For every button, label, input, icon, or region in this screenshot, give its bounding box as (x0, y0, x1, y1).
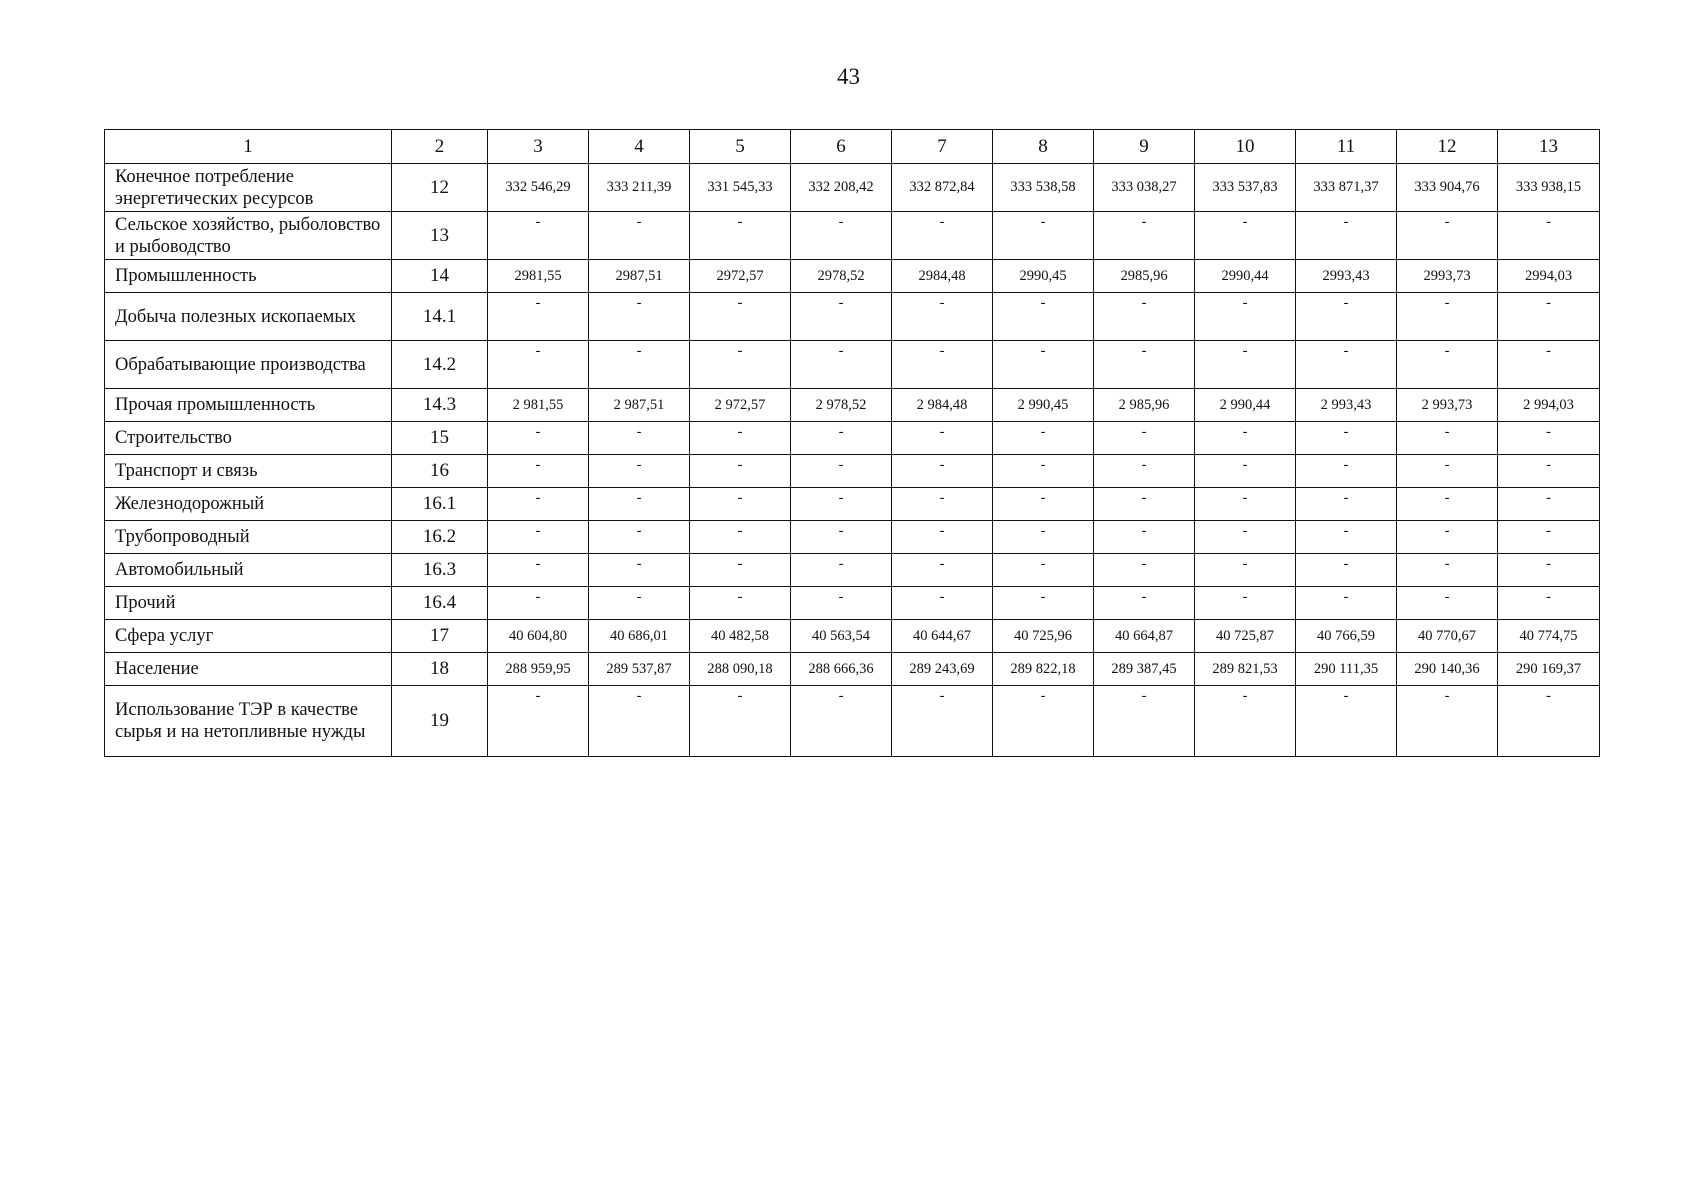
value-cell: - (993, 422, 1094, 455)
value-cell: - (690, 554, 791, 587)
table-row (105, 212, 1600, 260)
value-cell: - (791, 341, 892, 389)
table-row (105, 455, 1600, 488)
row-name-cell: Строительство (105, 422, 392, 455)
value-cell: - (1094, 587, 1195, 620)
value-cell: 333 938,15 (1498, 164, 1600, 212)
value-cell: 2984,48 (892, 260, 993, 293)
value-cell: - (1397, 554, 1498, 587)
table-row (105, 620, 1600, 653)
row-code-cell: 16.4 (392, 587, 488, 620)
value-cell: - (1195, 521, 1296, 554)
row-code-cell: 16.1 (392, 488, 488, 521)
value-cell: - (1094, 422, 1195, 455)
value-cell: 2 978,52 (791, 389, 892, 422)
table-row (105, 521, 1600, 554)
value-cell: - (1094, 341, 1195, 389)
value-cell: - (892, 455, 993, 488)
value-cell: 2993,73 (1397, 260, 1498, 293)
row-code-cell: 15 (392, 422, 488, 455)
value-cell: - (993, 488, 1094, 521)
value-cell: - (1296, 293, 1397, 341)
value-cell: - (589, 341, 690, 389)
value-cell: - (1397, 686, 1498, 757)
value-cell: 40 482,58 (690, 620, 791, 653)
column-number-cell: 8 (993, 130, 1094, 164)
value-cell: - (488, 341, 589, 389)
column-number-cell: 3 (488, 130, 589, 164)
column-number-cell: 10 (1195, 130, 1296, 164)
value-cell: - (791, 686, 892, 757)
table-row (105, 653, 1600, 686)
value-cell: - (690, 212, 791, 260)
value-cell: - (690, 293, 791, 341)
value-cell: - (993, 455, 1094, 488)
value-cell: 333 038,27 (1094, 164, 1195, 212)
value-cell: - (791, 521, 892, 554)
value-cell: 333 537,83 (1195, 164, 1296, 212)
column-number-cell: 11 (1296, 130, 1397, 164)
value-cell: - (690, 455, 791, 488)
value-cell: - (1195, 554, 1296, 587)
value-cell: - (1498, 341, 1600, 389)
value-cell: - (1498, 422, 1600, 455)
value-cell: 40 604,80 (488, 620, 589, 653)
value-cell: - (1498, 521, 1600, 554)
value-cell: - (892, 341, 993, 389)
value-cell: - (791, 212, 892, 260)
value-cell: - (892, 293, 993, 341)
value-cell: - (892, 212, 993, 260)
value-cell: - (1296, 521, 1397, 554)
value-cell: - (993, 587, 1094, 620)
table-row (105, 686, 1600, 757)
row-code-cell: 16 (392, 455, 488, 488)
value-cell: 289 822,18 (993, 653, 1094, 686)
value-cell: 288 090,18 (690, 653, 791, 686)
value-cell: 289 821,53 (1195, 653, 1296, 686)
value-cell: 40 664,87 (1094, 620, 1195, 653)
column-number-cell: 9 (1094, 130, 1195, 164)
value-cell: - (1397, 521, 1498, 554)
row-code-cell: 17 (392, 620, 488, 653)
value-cell: - (690, 587, 791, 620)
value-cell: - (1296, 212, 1397, 260)
row-name-cell: Транспорт и связь (105, 455, 392, 488)
value-cell: - (488, 554, 589, 587)
value-cell: - (791, 587, 892, 620)
value-cell: - (993, 293, 1094, 341)
table-row (105, 554, 1600, 587)
value-cell: - (589, 554, 690, 587)
value-cell: 40 686,01 (589, 620, 690, 653)
row-name-cell: Население (105, 653, 392, 686)
row-code-cell: 19 (392, 686, 488, 757)
value-cell: - (488, 212, 589, 260)
value-cell: - (1397, 341, 1498, 389)
value-cell: 2994,03 (1498, 260, 1600, 293)
value-cell: - (791, 293, 892, 341)
row-code-cell: 18 (392, 653, 488, 686)
value-cell: - (993, 212, 1094, 260)
row-name-cell: Прочий (105, 587, 392, 620)
value-cell: - (1296, 455, 1397, 488)
value-cell: - (1195, 587, 1296, 620)
value-cell: - (589, 521, 690, 554)
value-cell: - (1195, 341, 1296, 389)
value-cell: - (488, 455, 589, 488)
value-cell: - (1195, 422, 1296, 455)
value-cell: 2 993,43 (1296, 389, 1397, 422)
row-name-cell: Сельское хозяйство, рыболовство и рыбоводство (105, 212, 392, 260)
value-cell: - (1296, 422, 1397, 455)
value-cell: 333 904,76 (1397, 164, 1498, 212)
value-cell: - (1498, 212, 1600, 260)
column-number-cell: 5 (690, 130, 791, 164)
table-row (105, 341, 1600, 389)
value-cell: - (892, 422, 993, 455)
value-cell: - (589, 488, 690, 521)
value-cell: 332 546,29 (488, 164, 589, 212)
value-cell: 40 725,87 (1195, 620, 1296, 653)
table-row (105, 293, 1600, 341)
value-cell: - (1094, 554, 1195, 587)
value-cell: - (1296, 587, 1397, 620)
value-cell: 2972,57 (690, 260, 791, 293)
value-cell: 2 984,48 (892, 389, 993, 422)
value-cell: - (1397, 587, 1498, 620)
value-cell: - (1397, 293, 1498, 341)
value-cell: 40 563,54 (791, 620, 892, 653)
value-cell: - (892, 488, 993, 521)
value-cell: - (1195, 212, 1296, 260)
value-cell: 332 208,42 (791, 164, 892, 212)
row-name-cell: Обрабатывающие производства (105, 341, 392, 389)
row-code-cell: 14.1 (392, 293, 488, 341)
row-name-cell: Автомобильный (105, 554, 392, 587)
value-cell: - (690, 686, 791, 757)
value-cell: - (589, 686, 690, 757)
row-name-cell: Трубопроводный (105, 521, 392, 554)
value-cell: 2990,45 (993, 260, 1094, 293)
value-cell: - (1094, 455, 1195, 488)
value-cell: - (690, 422, 791, 455)
row-name-cell: Добыча полезных ископаемых (105, 293, 392, 341)
value-cell: - (892, 554, 993, 587)
table-row (105, 260, 1600, 293)
value-cell: - (1498, 293, 1600, 341)
value-cell: - (1498, 488, 1600, 521)
value-cell: - (488, 422, 589, 455)
value-cell: - (1498, 587, 1600, 620)
value-cell: - (791, 488, 892, 521)
value-cell: 2990,44 (1195, 260, 1296, 293)
value-cell: 2 990,44 (1195, 389, 1296, 422)
value-cell: - (1195, 293, 1296, 341)
column-number-cell: 12 (1397, 130, 1498, 164)
value-cell: 288 959,95 (488, 653, 589, 686)
row-code-cell: 12 (392, 164, 488, 212)
row-name-cell: Сфера услуг (105, 620, 392, 653)
value-cell: 2993,43 (1296, 260, 1397, 293)
column-number-cell: 2 (392, 130, 488, 164)
value-cell: 290 169,37 (1498, 653, 1600, 686)
value-cell: - (791, 554, 892, 587)
energy-balance-table (104, 129, 1600, 757)
value-cell: 2 985,96 (1094, 389, 1195, 422)
value-cell: - (791, 422, 892, 455)
value-cell: - (1195, 686, 1296, 757)
value-cell: 40 725,96 (993, 620, 1094, 653)
value-cell: - (690, 341, 791, 389)
value-cell: - (488, 293, 589, 341)
value-cell: - (993, 341, 1094, 389)
row-name-cell: Промышленность (105, 260, 392, 293)
value-cell: 289 387,45 (1094, 653, 1195, 686)
value-cell: 2985,96 (1094, 260, 1195, 293)
column-number-cell: 1 (105, 130, 392, 164)
value-cell: - (488, 521, 589, 554)
value-cell: - (993, 554, 1094, 587)
value-cell: - (1397, 455, 1498, 488)
value-cell: 2978,52 (791, 260, 892, 293)
value-cell: 2 987,51 (589, 389, 690, 422)
row-name-cell: Прочая промышленность (105, 389, 392, 422)
value-cell: 333 538,58 (993, 164, 1094, 212)
value-cell: - (589, 212, 690, 260)
value-cell: - (1094, 488, 1195, 521)
value-cell: - (1397, 212, 1498, 260)
row-code-cell: 16.2 (392, 521, 488, 554)
value-cell: - (1296, 488, 1397, 521)
value-cell: 288 666,36 (791, 653, 892, 686)
column-number-cell: 4 (589, 130, 690, 164)
value-cell: 332 872,84 (892, 164, 993, 212)
value-cell: 2 981,55 (488, 389, 589, 422)
value-cell: - (892, 686, 993, 757)
value-cell: - (589, 587, 690, 620)
value-cell: - (993, 521, 1094, 554)
value-cell: 289 537,87 (589, 653, 690, 686)
row-code-cell: 14.2 (392, 341, 488, 389)
value-cell: - (1094, 212, 1195, 260)
value-cell: 290 140,36 (1397, 653, 1498, 686)
value-cell: 290 111,35 (1296, 653, 1397, 686)
row-code-cell: 16.3 (392, 554, 488, 587)
value-cell: - (892, 521, 993, 554)
value-cell: - (488, 587, 589, 620)
value-cell: - (1498, 455, 1600, 488)
value-cell: - (1397, 422, 1498, 455)
row-name-cell: Конечное потребление энергетических ресурсов (105, 164, 392, 212)
value-cell: - (1498, 686, 1600, 757)
table-row (105, 422, 1600, 455)
value-cell: - (791, 455, 892, 488)
value-cell: - (1195, 455, 1296, 488)
column-number-cell: 13 (1498, 130, 1600, 164)
value-cell: 40 770,67 (1397, 620, 1498, 653)
value-cell: 333 871,37 (1296, 164, 1397, 212)
value-cell: - (1195, 488, 1296, 521)
value-cell: - (589, 422, 690, 455)
value-cell: - (1397, 488, 1498, 521)
value-cell: 2 990,45 (993, 389, 1094, 422)
page-number: 43 (837, 64, 860, 89)
row-code-cell: 14 (392, 260, 488, 293)
row-name-cell: Использование ТЭР в качестве сырья и на нетопливные нужды (105, 686, 392, 757)
value-cell: - (993, 686, 1094, 757)
value-cell: - (1094, 686, 1195, 757)
value-cell: 2 994,03 (1498, 389, 1600, 422)
value-cell: 2981,55 (488, 260, 589, 293)
value-cell: - (488, 686, 589, 757)
value-cell: - (690, 488, 791, 521)
row-code-cell: 13 (392, 212, 488, 260)
column-number-row (105, 130, 1600, 164)
row-code-cell: 14.3 (392, 389, 488, 422)
value-cell: - (1296, 341, 1397, 389)
row-name-cell: Железнодорожный (105, 488, 392, 521)
value-cell: 40 774,75 (1498, 620, 1600, 653)
value-cell: 40 644,67 (892, 620, 993, 653)
table-row (105, 389, 1600, 422)
value-cell: - (1498, 554, 1600, 587)
table-row (105, 164, 1600, 212)
value-cell: - (1296, 554, 1397, 587)
table-row (105, 587, 1600, 620)
value-cell: 2987,51 (589, 260, 690, 293)
value-cell: 2 972,57 (690, 389, 791, 422)
value-cell: 333 211,39 (589, 164, 690, 212)
value-cell: - (589, 293, 690, 341)
value-cell: 331 545,33 (690, 164, 791, 212)
value-cell: 2 993,73 (1397, 389, 1498, 422)
value-cell: - (589, 455, 690, 488)
table-row (105, 488, 1600, 521)
value-cell: - (690, 521, 791, 554)
value-cell: 40 766,59 (1296, 620, 1397, 653)
value-cell: - (1094, 293, 1195, 341)
value-cell: - (892, 587, 993, 620)
value-cell: - (488, 488, 589, 521)
value-cell: - (1094, 521, 1195, 554)
value-cell: 289 243,69 (892, 653, 993, 686)
value-cell: - (1296, 686, 1397, 757)
column-number-cell: 6 (791, 130, 892, 164)
column-number-cell: 7 (892, 130, 993, 164)
